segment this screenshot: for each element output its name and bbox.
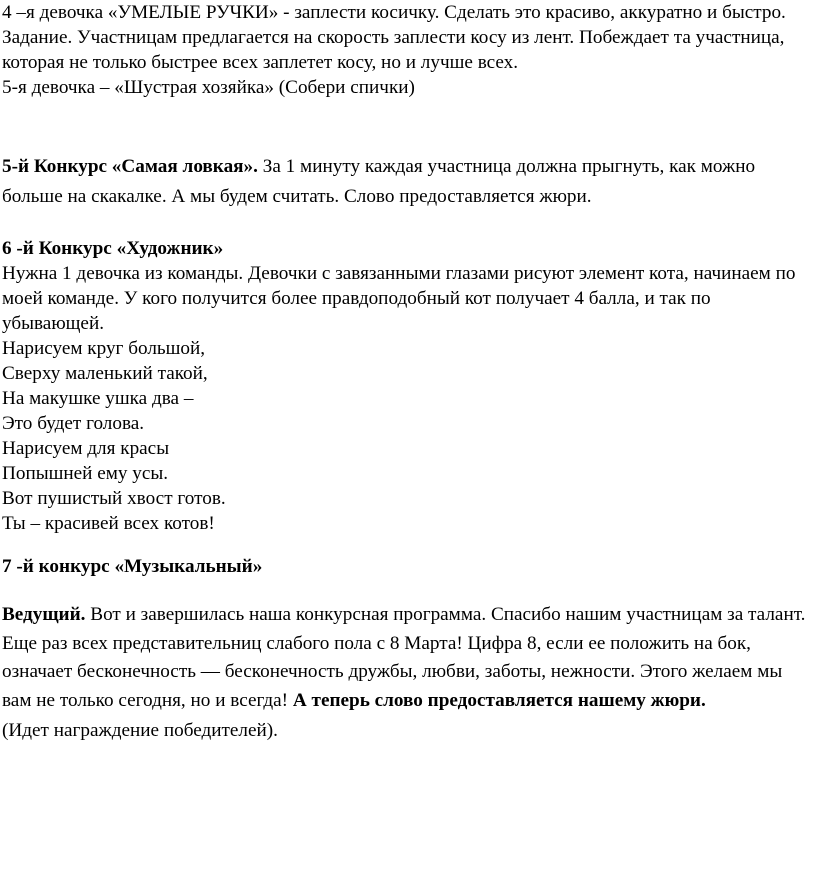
host-label: Ведущий. [2, 604, 86, 626]
host-text: Вот и завершилась наша конкурсная программа. Спасибо нашим участницам за талант. Еще раз всех представительниц слабого пола с 8 Марта! Цифра 8, если ее положить на бок, означает бесконечность — бесконечность дружбы, любви, заботы, нежности. Этого желаем мы вам не только сегодня, но и всегда! [2, 604, 806, 711]
paragraph-task: Задание. Участницам предлагается на скорость заплести косу из лент. Побеждает та участница, которая не только быстрее всех заплетет косу, но и лучше всех. [2, 27, 785, 73]
contest-6-heading: 6 -й Конкурс «Художник» [2, 238, 224, 260]
paragraph-host [2, 601, 812, 715]
poem-line: Нарисуем круг большой, [2, 338, 206, 360]
poem-line: На макушке ушка два – [2, 388, 194, 410]
paragraph-closing: (Идет награждение победителей). [2, 719, 278, 741]
poem-line: Ты – красивей всех котов! [2, 513, 215, 535]
poem-line: Сверху маленький такой, [2, 363, 208, 385]
poem-line: Это будет голова. [2, 413, 145, 435]
paragraph-girl-5: 5-я девочка – «Шустрая хозяйка» (Собери спички) [2, 77, 415, 98]
contest-5-heading: 5-й Конкурс «Самая ловкая». [2, 156, 258, 177]
contest-7-heading: 7 -й конкурс «Музыкальный» [2, 556, 263, 578]
poem-line: Вот пушистый хвост готов. [2, 488, 226, 510]
poem-line: Нарисуем для красы [2, 438, 170, 460]
paragraph-girl-4: 4 –я девочка «УМЕЛЫЕ РУЧКИ» - заплести косичку. Сделать это красиво, аккуратно и быстро. [2, 2, 786, 23]
poem-line: Попышней ему усы. [2, 463, 169, 485]
paragraph-contest-5 [2, 152, 812, 211]
host-bold-end: А теперь слово предоставляется нашему жюри. [292, 689, 706, 711]
contest-5-text: За 1 минуту каждая участница должна прыгнуть, как можно больше на скакалке. А мы будем считать. Слово предоставляется жюри. [2, 156, 756, 207]
contest-6-description: Нужна 1 девочка из команды. Девочки с завязанными глазами рисуют элемент кота, начинаем по моей команде. У кого получится более правдоподобный кот получает 4 балла, и так по убывающей. [2, 263, 796, 335]
